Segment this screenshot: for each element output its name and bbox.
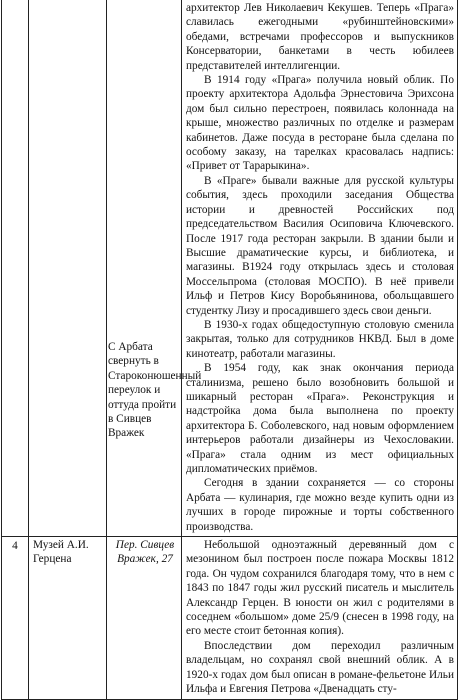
paragraph: В «Праге» бывали важные для русской культуры события, здесь проходили заседания Общества истории и древностей Российских под председательством Василия Осиповича Ключевского. После 1917 года ресторан закрыли. В здании были и Высшие драматические курсы, и библиотека, и магазины. В1924 году открылась здесь и столовая Моссельпрома (столовая МОСПО). В неё привели Ильф и Петров Кису Воробьянинова, обольщавшего студентку Лизу и просадившего здесь свои деньги.	[186, 174, 454, 317]
address: Пер. Сивцев Вражек, 27	[115, 539, 175, 566]
paragraph: В 1930-х годах общедоступную столовую сменила закрытая, только для сотрудников НКВД. Был в доме кинотеатр, работали магазины.	[186, 318, 454, 360]
description-text	[182, 0, 457, 536]
paragraph: В 1914 году «Прага» получила новый облик. По проекту архитектора Адольфа Эрнестовича Эрихсона дом был сильно перестроен, появилась колоннада на крыше, множество различных по отделке и размерам кабинетов. Даже посуда в ресторане была сделана по особому заказу, на тарелках красовалась надпись: «Привет от Тарарыкина».	[186, 74, 454, 173]
paragraph: Впоследствии дом переходил различным владельцам, но сохранял свой внешний облик. А в 1920-х годах дом был описан в романе-фельетоне Ильи Ильфа и Евгения Петрова «Двенадцать сту-	[186, 639, 454, 696]
paragraph: Сегодня в здании сохраняется — со стороны Арбата — кулинария, где можно везде купить одни из лучших в городе пирожные и торты собственного производства.	[186, 477, 454, 533]
paragraph: Небольшой одноэтажный деревянный дом с мезонином был построен после пожара Москвы 1812 года. Он чудом сохранился благодаря тому, что в нем с 1843 по 1847 годы жил русский писатель и мыслитель Александр Герцен. В юности он жил с родителями в соседнем «большом» доме 25/9 (снесен в 1998 году, на его месте стоит бетонная копия).	[186, 539, 454, 638]
table-row	[2, 0, 458, 537]
row-number: 4	[12, 540, 18, 553]
number-cell	[2, 537, 29, 699]
number-cell	[2, 0, 29, 537]
paragraph: архитектор Лев Николаевич Кекушев. Теперь «Прага» славилась ежегодными «рубинштейновскими» обедами, встречами профессоров и выпускников Консерватории, банкетами в честь юбилеев представителей интеллигенции.	[186, 2, 454, 72]
name-cell	[29, 537, 107, 699]
paragraph: В 1954 году, как знак окончания периода сталинизма, решено было возобновить большой и шикарный ресторан «Прага». Реконструкция и надстройка дома была выполнена по проекту архитектора Б. Соболевского, над новым оформлением интерьеров работали дизайнеры из Чехословакии. «Прага» стала одним из мест официальных дипломатических приёмов.	[186, 362, 454, 475]
description-text	[182, 537, 457, 698]
museum-name: Музей А.И. Герцена	[33, 539, 89, 566]
route-cell	[107, 0, 202, 537]
address-cell	[107, 537, 182, 699]
description-cell	[182, 0, 458, 537]
name-cell	[29, 0, 107, 537]
route-note: С Арбата свернуть в Староконюшенный переулок и оттуда пройти в Сивцев Вражек	[108, 341, 202, 440]
description-cell	[182, 537, 458, 699]
excursion-table	[1, 0, 458, 700]
table-row	[2, 537, 458, 699]
